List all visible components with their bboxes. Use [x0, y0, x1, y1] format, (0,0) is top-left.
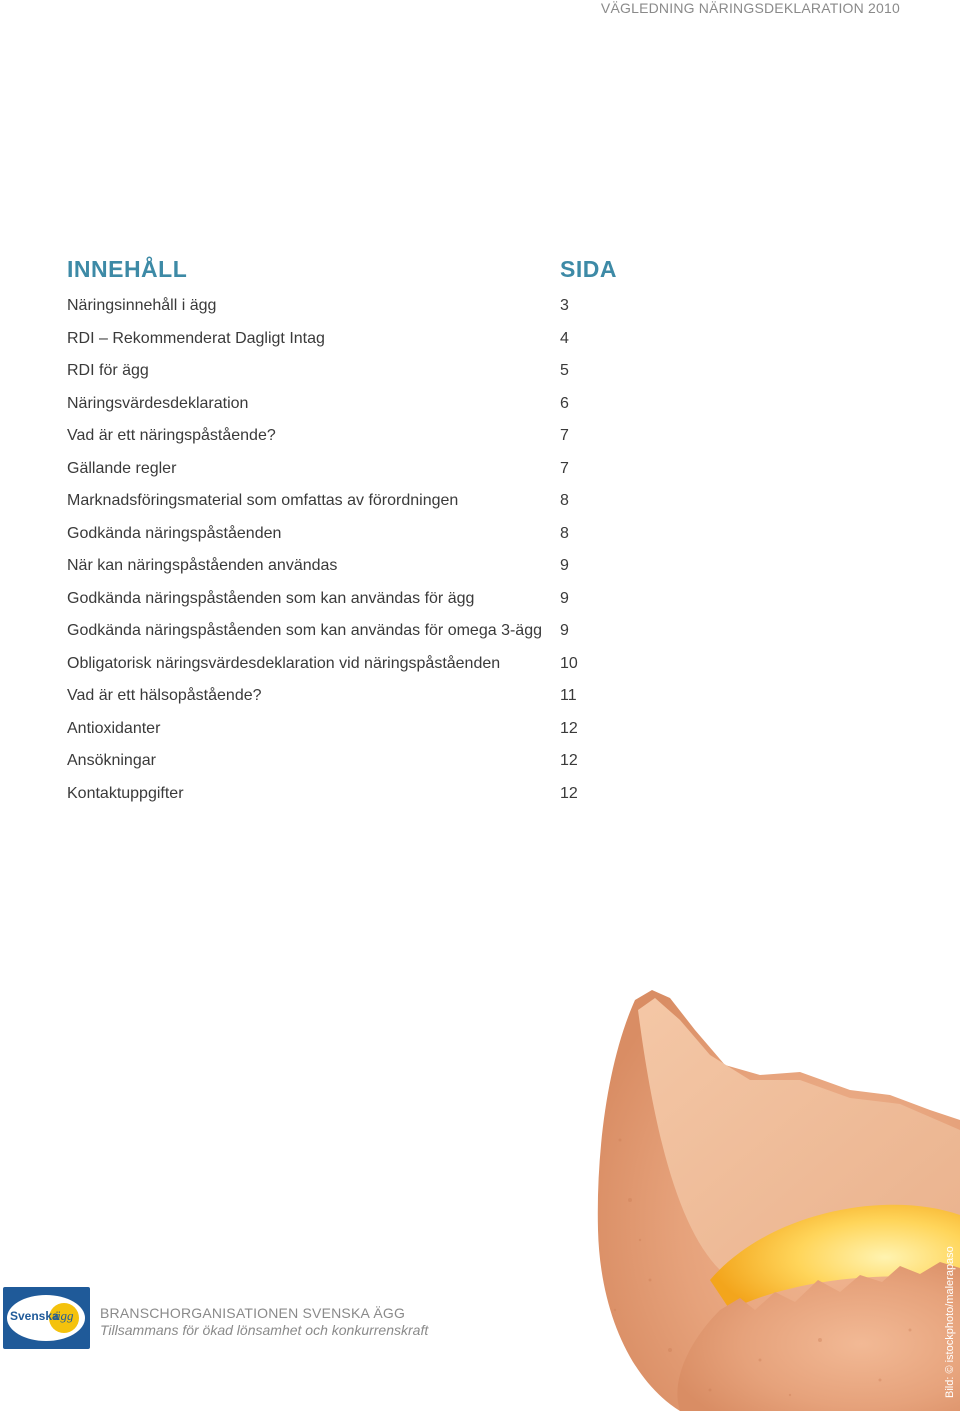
toc-entry[interactable]: [67, 290, 627, 323]
toc-entry-title: Ansökningar: [67, 752, 156, 769]
toc-entry[interactable]: [67, 453, 627, 486]
toc-entry[interactable]: [67, 583, 627, 616]
toc-entry[interactable]: [67, 778, 627, 811]
toc-entry-title: Kontaktuppgifter: [67, 784, 184, 802]
toc-entry-title: Gällande regler: [67, 459, 177, 477]
toc-entry[interactable]: [67, 355, 627, 388]
toc-entry[interactable]: [67, 648, 627, 681]
page-column-heading: SIDA: [560, 256, 617, 282]
toc-entry-title: Marknadsföringsmaterial som omfattas av förordningen: [67, 492, 459, 509]
toc-entry-page: 4: [560, 329, 569, 347]
logo-text-svenska: Svenska: [10, 1309, 59, 1323]
organization-name: BRANSCHORGANISATIONEN SVENSKA ÄGG: [100, 1305, 406, 1321]
toc-entry-title: Antioxidanter: [67, 719, 161, 737]
toc-entry-title: Vad är ett hälsopåstående?: [67, 687, 262, 704]
toc-entry[interactable]: [67, 680, 627, 713]
toc-heading: INNEHÅLL: [67, 256, 188, 282]
svenska-agg-logo: [3, 1287, 90, 1349]
toc-entry-page: 6: [560, 394, 569, 412]
toc-entry-page: 8: [560, 492, 569, 509]
toc-entry[interactable]: [67, 323, 627, 356]
toc-entry-page: 3: [560, 297, 569, 314]
toc-entry[interactable]: [67, 485, 627, 518]
toc-entry-title: Näringsvärdesdeklaration: [67, 394, 249, 412]
photo-credit: Bild: © istockphoto/malerapaso: [944, 1246, 956, 1398]
organization-tagline: Tillsammans för ökad lönsamhet och konkurrenskraft: [100, 1322, 429, 1338]
eggshell-photo: [560, 980, 960, 1411]
toc-entry-page: 8: [560, 524, 569, 542]
toc-entry[interactable]: [67, 713, 627, 746]
toc-entry[interactable]: [67, 420, 627, 453]
toc-entry[interactable]: [67, 745, 627, 778]
toc-entry-page: 9: [560, 622, 569, 639]
toc-entry[interactable]: [67, 615, 627, 648]
toc-entry[interactable]: [67, 550, 627, 583]
toc-entry-title: Näringsinnehåll i ägg: [67, 297, 217, 314]
toc-entry-title: Obligatorisk näringsvärdesdeklaration vid näringspåståenden: [67, 654, 501, 672]
toc-entry-page: 9: [560, 557, 569, 574]
toc-entry-page: 7: [560, 427, 569, 444]
toc-heading-row: [67, 256, 627, 288]
toc-entry-page: 7: [560, 459, 569, 477]
toc-list: [67, 290, 627, 810]
toc-entry-title: Godkända näringspåståenden som kan användas för omega 3-ägg: [67, 622, 542, 639]
toc-entry-page: 11: [560, 687, 577, 704]
toc-entry[interactable]: [67, 388, 627, 421]
running-header: VÄGLEDNING NÄRINGSDEKLARATION 2010: [600, 0, 900, 16]
toc-entry-title: Godkända näringspåståenden: [67, 524, 282, 542]
logo-text-agg: ägg: [54, 1308, 74, 1323]
toc-entry-title: RDI – Rekommenderat Dagligt Intag: [67, 329, 325, 347]
toc-entry[interactable]: [67, 518, 627, 551]
toc-entry-page: 12: [560, 719, 578, 737]
toc-entry-title: Godkända näringspåståenden som kan användas för ägg: [67, 589, 475, 607]
toc-entry-page: 5: [560, 362, 569, 379]
toc-entry-title: RDI för ägg: [67, 362, 149, 379]
toc-entry-page: 12: [560, 784, 578, 802]
toc-entry-title: När kan näringspåståenden användas: [67, 557, 338, 574]
toc-entry-page: 9: [560, 589, 569, 607]
toc-entry-page: 10: [560, 654, 578, 672]
toc-entry-title: Vad är ett näringspåstående?: [67, 427, 276, 444]
toc-entry-page: 12: [560, 752, 578, 769]
organization-block: [100, 1305, 428, 1338]
